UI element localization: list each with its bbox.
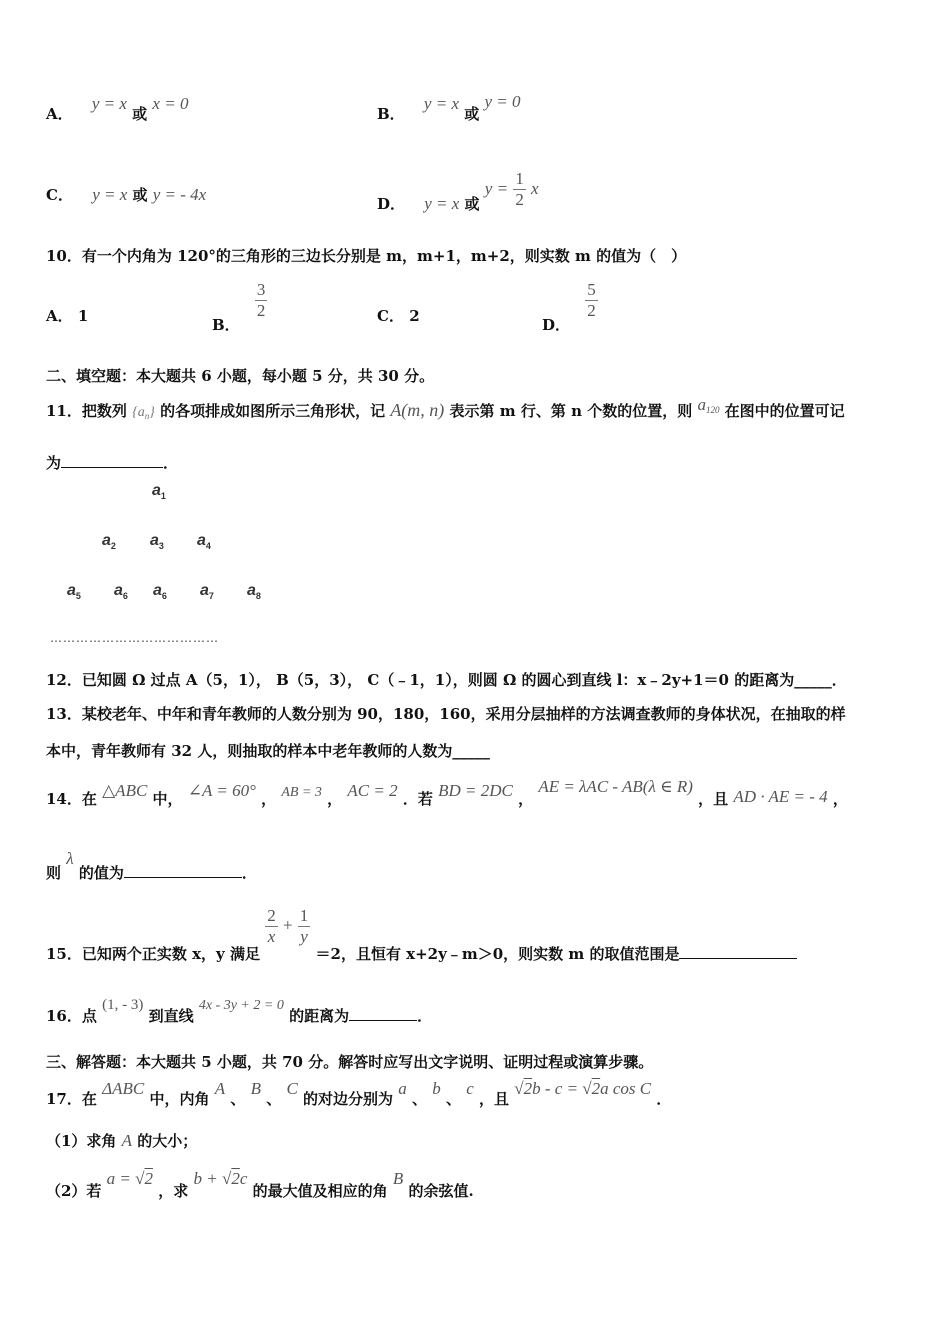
- fraction-denominator: 2: [256, 301, 266, 320]
- q10-option-a: [46, 305, 88, 326]
- text: 、: [266, 1090, 282, 1108]
- fraction: [255, 280, 268, 321]
- option-label: B．: [212, 315, 240, 334]
- option-label: B．: [377, 105, 405, 123]
- var: a: [247, 582, 256, 599]
- text: 的对边分别为: [303, 1090, 394, 1108]
- math-expr: y = 0: [484, 92, 521, 111]
- text: ．: [163, 454, 179, 472]
- text: ．若: [402, 790, 433, 808]
- var: a: [197, 532, 206, 549]
- or-text: 或: [132, 186, 148, 204]
- option-label: D．: [377, 194, 406, 213]
- triangle-item: [150, 532, 164, 551]
- text: （1）求角: [46, 1132, 117, 1150]
- q9-option-b: [377, 92, 521, 124]
- text: 为: [46, 454, 62, 472]
- math-var: B: [250, 1079, 261, 1098]
- text: 到直线: [148, 1007, 194, 1025]
- var: a: [152, 482, 161, 499]
- math-expr: [107, 1169, 153, 1188]
- text: 16．点: [46, 1007, 97, 1025]
- or-text: 或: [464, 194, 480, 213]
- math-var: B: [392, 1169, 404, 1188]
- math-expr: x = 0: [152, 94, 189, 113]
- subscript: 6: [161, 591, 167, 602]
- q17-part2: [46, 1168, 474, 1200]
- radicand: 2: [144, 1169, 153, 1188]
- math-expr: AC = 2: [347, 781, 398, 800]
- fraction-denominator: 2: [587, 301, 596, 320]
- plus-sign: +: [282, 915, 293, 935]
- subscript: 3: [158, 541, 164, 552]
- text: ．: [241, 864, 257, 882]
- text: ＝2，且恒有 x+2y﹣m＞0，则实数 m 的取值范围是: [315, 944, 680, 963]
- answer-blank: [679, 958, 797, 959]
- text: 的各项排成如图所示三角形状，记: [160, 402, 386, 420]
- math-expr: a =: [106, 1169, 136, 1188]
- math-expr: ΔABC: [102, 1079, 145, 1098]
- sqrt-sign: √: [221, 1169, 232, 1188]
- q14-line1: 14．在 △ABC 中， ∠A = 60° ， AB = 3 ， AC = 2 ．若 BD = 2DC ， AE = λAC - AB(λ ∈ R) ，且 AD · AE = - 4 ，: [46, 777, 848, 808]
- var: a: [67, 582, 76, 599]
- radicand: 2: [231, 1169, 240, 1188]
- text: ．: [417, 1007, 433, 1025]
- math-expr: △ABC: [102, 781, 148, 800]
- answer-blank: [61, 467, 163, 468]
- sqrt-sign: √: [135, 1169, 145, 1188]
- text: 表示第 m 行、第 n 个数的位置，则: [449, 402, 693, 420]
- math-var: A: [121, 1131, 133, 1150]
- subscript: 4: [205, 541, 211, 552]
- math-expr: λ: [66, 849, 74, 868]
- fraction-denominator: x: [267, 927, 276, 946]
- text: 、: [230, 1090, 246, 1108]
- triangle-item: [114, 582, 128, 601]
- or-text: 或: [464, 105, 480, 123]
- math-expr: y =: [484, 178, 509, 198]
- q16: [46, 993, 433, 1025]
- var: a: [102, 532, 111, 549]
- q10-stem: 10．有一个内角为 120°的三角形的三边长分别是 m，m+1，m+2，则实数 m 的值为（ ）: [46, 247, 687, 265]
- triangle-item: [152, 482, 166, 501]
- answer-blank: [124, 877, 242, 878]
- text: 11．把数列: [46, 402, 127, 420]
- fraction: [298, 906, 311, 947]
- subscript: 2: [110, 541, 116, 552]
- radicand: 2: [591, 1079, 601, 1098]
- var: a: [150, 532, 159, 549]
- math-expr: b - c =: [532, 1079, 583, 1098]
- text: 的大小；: [137, 1132, 198, 1150]
- math-expr: y = x: [423, 94, 459, 113]
- var: a: [200, 582, 209, 599]
- var: a: [153, 582, 162, 599]
- q9-option-a: [46, 94, 189, 124]
- fraction-numerator: 3: [256, 280, 266, 299]
- q17-part1: [46, 1130, 197, 1151]
- text: 17．在: [46, 1090, 97, 1108]
- math-expr: a cos C: [600, 1079, 652, 1098]
- fraction-numerator: 1: [515, 169, 524, 188]
- option-label: C．: [46, 186, 73, 204]
- text: 在图中的位置可记: [724, 402, 845, 420]
- section-3-heading: 三、解答题：本大题共 5 小题，共 70 分。解答时应写出文字说明、证明过程或演算步骤。: [46, 1053, 654, 1071]
- q14-line2: [46, 849, 257, 883]
- text: ，且: [479, 1090, 510, 1108]
- triangle-item: [200, 582, 214, 601]
- var: a: [137, 405, 145, 420]
- text: 、: [445, 1090, 461, 1108]
- math-expr: BD = 2DC: [438, 781, 513, 800]
- math-var: A: [214, 1079, 226, 1098]
- sqrt-sign: √: [514, 1079, 524, 1098]
- triangle-item: [102, 532, 116, 551]
- q17-equation: [514, 1079, 651, 1098]
- option-value: 2: [409, 307, 420, 325]
- subscript: 1: [160, 491, 166, 502]
- text: ，且: [698, 790, 729, 808]
- text: 的余弦值.: [408, 1182, 474, 1200]
- subscript: n: [144, 411, 150, 421]
- q10-option-d: [542, 280, 598, 334]
- var: a: [114, 582, 123, 599]
- var: a: [697, 395, 706, 414]
- fraction-numerator: 1: [299, 906, 309, 925]
- text: 14．在: [46, 790, 97, 808]
- math-expr: b +: [193, 1169, 222, 1188]
- q15: [46, 906, 797, 963]
- option-value: 1: [77, 307, 89, 325]
- a120-symbol: [697, 395, 719, 414]
- q9-option-c: [46, 184, 206, 205]
- math-expr: AB = 3: [281, 785, 322, 800]
- sqrt-sign: √: [582, 1079, 592, 1098]
- text: 、: [412, 1090, 428, 1108]
- fraction-denominator: 2: [515, 190, 524, 209]
- fraction-numerator: 5: [587, 280, 596, 299]
- answer-blank: [349, 1020, 417, 1021]
- text: ，求: [158, 1182, 189, 1200]
- q11-line2: [46, 452, 178, 473]
- option-label: D．: [542, 315, 571, 334]
- math-expr: (1, - 3): [102, 997, 144, 1013]
- math-expr: y = x: [91, 94, 127, 113]
- fraction-denominator: y: [300, 927, 308, 946]
- text: 中，内角: [149, 1090, 210, 1108]
- subscript: 7: [208, 591, 214, 602]
- triangle-item: [247, 582, 261, 601]
- fraction: [585, 280, 598, 321]
- math-expr: y = x: [424, 193, 460, 213]
- q17-stem: [46, 1078, 672, 1108]
- or-text: 或: [132, 105, 148, 123]
- q11-line1: [46, 395, 845, 421]
- math-expr: ∠A = 60°: [187, 781, 256, 800]
- q13-line2: 本中，青年教师有 32 人，则抽取的样本中老年教师的人数为_____: [46, 742, 490, 760]
- math-expr: y = x: [92, 185, 128, 204]
- ellipsis-dots: …………………………………: [50, 631, 219, 645]
- math-var: b: [432, 1079, 441, 1098]
- subscript: 8: [255, 591, 261, 602]
- q10-option-c: [377, 305, 420, 326]
- text: 的最大值及相应的角: [252, 1182, 388, 1200]
- math-expr: A(m, n): [390, 400, 445, 420]
- math-expr: AE = λAC - AB(λ ∈ R): [538, 777, 693, 796]
- subscript: 6: [122, 591, 128, 602]
- triangle-item: [153, 582, 167, 601]
- text: 的值为: [78, 864, 124, 882]
- math-expr: [193, 1169, 247, 1188]
- q12: 12．已知圆 Ω 过点 A（5，1）， B（5，3）， C（﹣1，1），则圆 Ω 的圆心到直线 l：x﹣2y+1＝0 的距离为_____．: [46, 671, 847, 689]
- option-label: A．: [46, 105, 73, 123]
- sequence-symbol: $\{a_n\}$: [132, 405, 155, 421]
- math-var: C: [286, 1079, 298, 1098]
- text: 则: [46, 864, 62, 882]
- option-label: A．: [46, 307, 73, 325]
- math-var: c: [466, 1079, 474, 1098]
- q13-line1: 13．某校老年、中年和青年教师的人数分别为 90，180，160，采用分层抽样的方法调查教师的身体状况，在抽取的样: [46, 705, 846, 723]
- q10-option-b: [212, 280, 267, 334]
- fraction: [513, 169, 526, 210]
- text: ．: [656, 1090, 672, 1108]
- fraction-numerator: 2: [267, 906, 276, 925]
- fraction: [265, 906, 278, 947]
- math-expr: y = - 4x: [152, 185, 207, 204]
- text: 的距离为: [289, 1007, 350, 1025]
- math-expr: 4x - 3y + 2 = 0: [198, 998, 284, 1013]
- math-var: c: [239, 1169, 248, 1188]
- math-expr: x: [531, 178, 539, 198]
- math-expr: AD · AE = - 4: [733, 787, 828, 806]
- option-label: C．: [377, 307, 404, 325]
- q9-option-d: [377, 163, 539, 213]
- triangle-item: [67, 582, 81, 601]
- section-2-heading: 二、填空题：本大题共 6 小题，每小题 5 分，共 30 分。: [46, 367, 435, 385]
- text: 中，: [152, 790, 183, 808]
- text: （2）若: [46, 1182, 102, 1200]
- subscript: 120: [705, 405, 720, 415]
- text: 15．已知两个正实数 x，y 满足: [46, 944, 260, 963]
- subscript: 5: [75, 591, 81, 602]
- radicand: 2: [523, 1079, 533, 1098]
- triangle-item: [197, 532, 211, 551]
- math-var: a: [398, 1079, 407, 1098]
